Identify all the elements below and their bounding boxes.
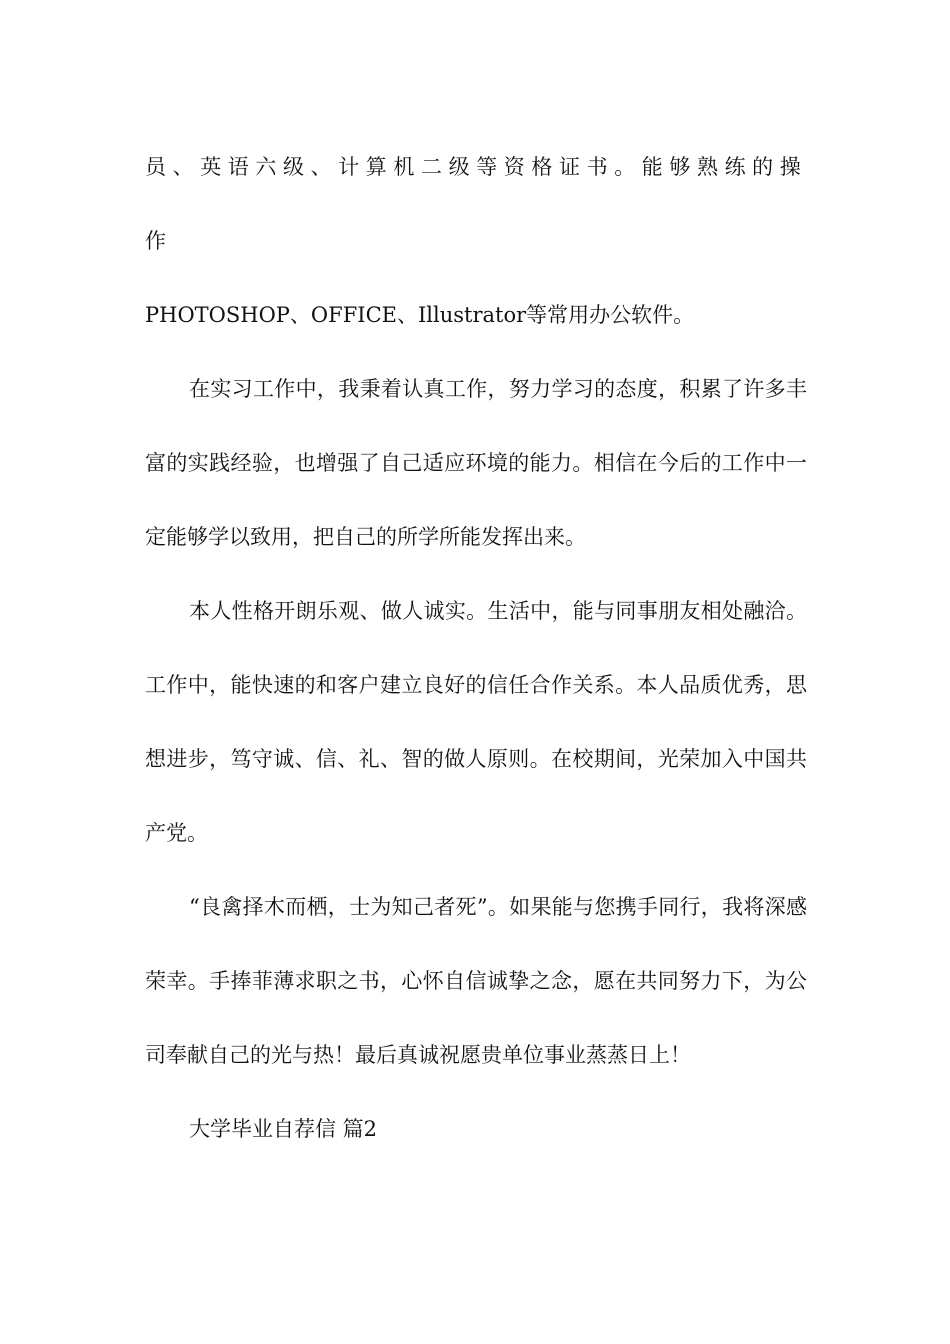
paragraph-personality: 本人性格开朗乐观、做人诚实。生活中，能与同事朋友相处融洽。工作中，能快速的和客户建立良好的信任合作关系。本人品质优秀，思想进步，笃守诚、信、礼、智的做人原则。在校期间，光荣加入中国共产党。: [145, 599, 807, 845]
paragraph-closing: “良禽择木而栖，士为知己者死”。如果能与您携手同行，我将深感荣幸。手捧菲薄求职之书，心怀自信诚挚之念，愿在共同努力下，为公司奉献自己的光与热！最后真诚祝愿贵单位事业蒸蒸日上！: [145, 895, 807, 1067]
paragraph-certificates: [145, 130, 807, 352]
section-heading: 大学毕业自荐信 篇2: [189, 1117, 378, 1141]
paragraph-line: 员、英语六级、计算机二级等资格证书。能够熟练的操作: [145, 155, 807, 253]
document-body: [145, 130, 807, 1166]
paragraph-line: PHOTOSHOP、OFFICE、Illustrator等常用办公软件。: [145, 303, 695, 327]
paragraph-internship: 在实习工作中，我秉着认真工作，努力学习的态度，积累了许多丰富的实践经验，也增强了自己适应环境的能力。相信在今后的工作中一定能够学以致用，把自己的所学所能发挥出来。: [145, 377, 807, 549]
